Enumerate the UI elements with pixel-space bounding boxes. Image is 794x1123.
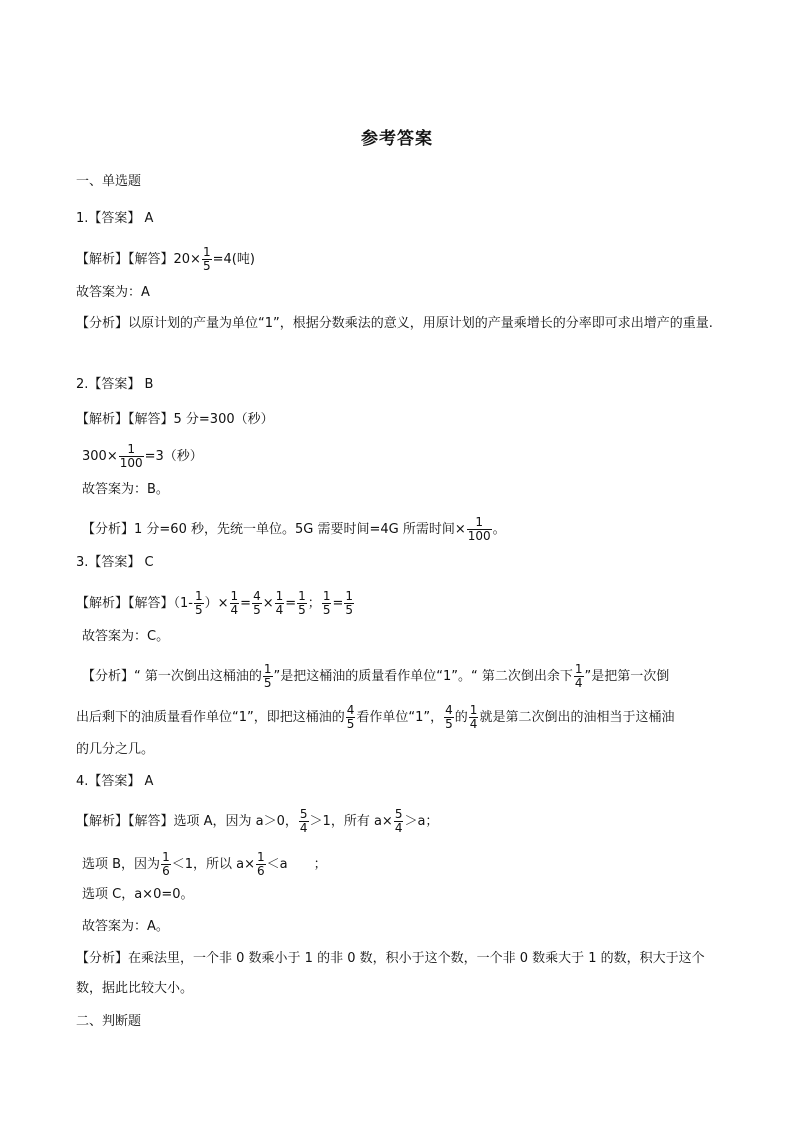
q3-conclusion: 故答案为：C。 — [82, 629, 170, 644]
q1-conclusion: 故答案为：A — [76, 285, 150, 300]
fraction: $\frac{1}{4}$ — [574, 662, 583, 690]
fraction: $\frac{1}{5}$ — [194, 589, 203, 617]
q2-calculation: 300× $\frac{1}{100}$ =3（秒） — [82, 442, 203, 470]
fraction: $\frac{1}{4}$ — [230, 589, 239, 617]
fraction: $\frac{1}{5}$ — [345, 589, 353, 617]
q1-answer: 1.【答案】 A — [76, 211, 154, 226]
q1-analysis: 【分析】以原计划的产量为单位“1”，根据分数乘法的意义，用原计划的产量乘增长的分率即可求出增产的重量. — [76, 316, 713, 331]
q2-conclusion: 故答案为：B。 — [82, 482, 169, 497]
fraction: $\frac{1}{4}$ — [275, 589, 284, 617]
q4-solution-line-1: 【解析】【解答】选项 A，因为 a＞0， $\frac{5}{4}$ ＞1，所有 a× $\frac{5}{4}$ ＞a； — [76, 807, 439, 835]
fraction: $\frac{1}{4}$ — [469, 703, 478, 731]
fraction: $\frac{1}{100}$ — [467, 515, 491, 543]
q3-analysis-line-2: 出后剩下的油质量看作单位“1”，即把这桶油的 $\frac{4}{5}$ 看作单位“1”， $\frac{4}{5}$ 的 $\frac{1}{4}$ 就是第二次倒出的油相当于这桶油 — [76, 703, 675, 731]
q4-analysis: 【分析】在乘法里，一个非 0 数乘小于 1 的非 0 数，积小于这个数，一个非 0 数乘大于 1 的数，积大于这个数，据此比较大小。 — [76, 951, 705, 996]
fraction: $\frac{5}{4}$ — [299, 807, 308, 835]
fraction: $\frac{4}{5}$ — [346, 703, 355, 731]
fraction: $\frac{1}{6}$ — [162, 850, 170, 878]
q4-conclusion: 故答案为：A。 — [82, 919, 169, 934]
q2-analysis: 【分析】1 分=60 秒，先统一单位。5G 需要时间=4G 所需时间× $\frac{1}{100}$ 。 — [82, 515, 506, 543]
fraction: $\frac{1}{5}$ — [202, 245, 211, 273]
fraction: $\frac{1}{5}$ — [298, 589, 306, 617]
section-heading-single-choice: 一、单选题 — [76, 174, 142, 189]
fraction: $\frac{4}{5}$ — [253, 589, 261, 617]
q2-answer: 2.【答案】 B — [76, 377, 154, 392]
q3-analysis-line-3: 的几分之几。 — [76, 742, 155, 757]
page-title: 参考答案 — [361, 129, 433, 149]
fraction: $\frac{4}{5}$ — [445, 703, 453, 731]
fraction: $\frac{1}{100}$ — [119, 442, 143, 470]
fraction: $\frac{1}{5}$ — [263, 662, 272, 690]
fraction: $\frac{1}{5}$ — [322, 589, 331, 617]
fraction: $\frac{5}{4}$ — [394, 807, 403, 835]
q3-analysis-line-1: 【分析】“ 第一次倒出这桶油的 $\frac{1}{5}$ ”是把这桶油的质量看作单位“1”。“ 第二次倒出余下 $\frac{1}{4}$ ”是把第一次倒 — [82, 662, 670, 690]
q2-solution: 【解析】【解答】5 分=300（秒） — [76, 412, 274, 427]
section-heading-true-false: 二、判断题 — [76, 1014, 142, 1029]
q1-solution: 【解析】【解答】20× $\frac{1}{5}$ =4(吨) — [76, 245, 255, 273]
q4-solution-line-3: 选项 C，a×0=0。 — [82, 887, 194, 902]
q3-solution: 【解析】【解答】（1- $\frac{1}{5}$ ）× $\frac{1}{4}$ = $\frac{4}{5}$ × $\frac{1}{4}$ = $\frac{1}{5}$ ； $\frac{1}{5}$ = $\frac{1}{5}$ — [76, 589, 353, 617]
fraction: $\frac{1}{6}$ — [256, 850, 265, 878]
q4-solution-line-2: 选项 B，因为 $\frac{1}{6}$ ＜1，所以 a× $\frac{1}{6}$ ＜a ； — [82, 850, 327, 878]
q4-answer: 4.【答案】 A — [76, 774, 154, 789]
q3-answer: 3.【答案】 C — [76, 555, 154, 570]
